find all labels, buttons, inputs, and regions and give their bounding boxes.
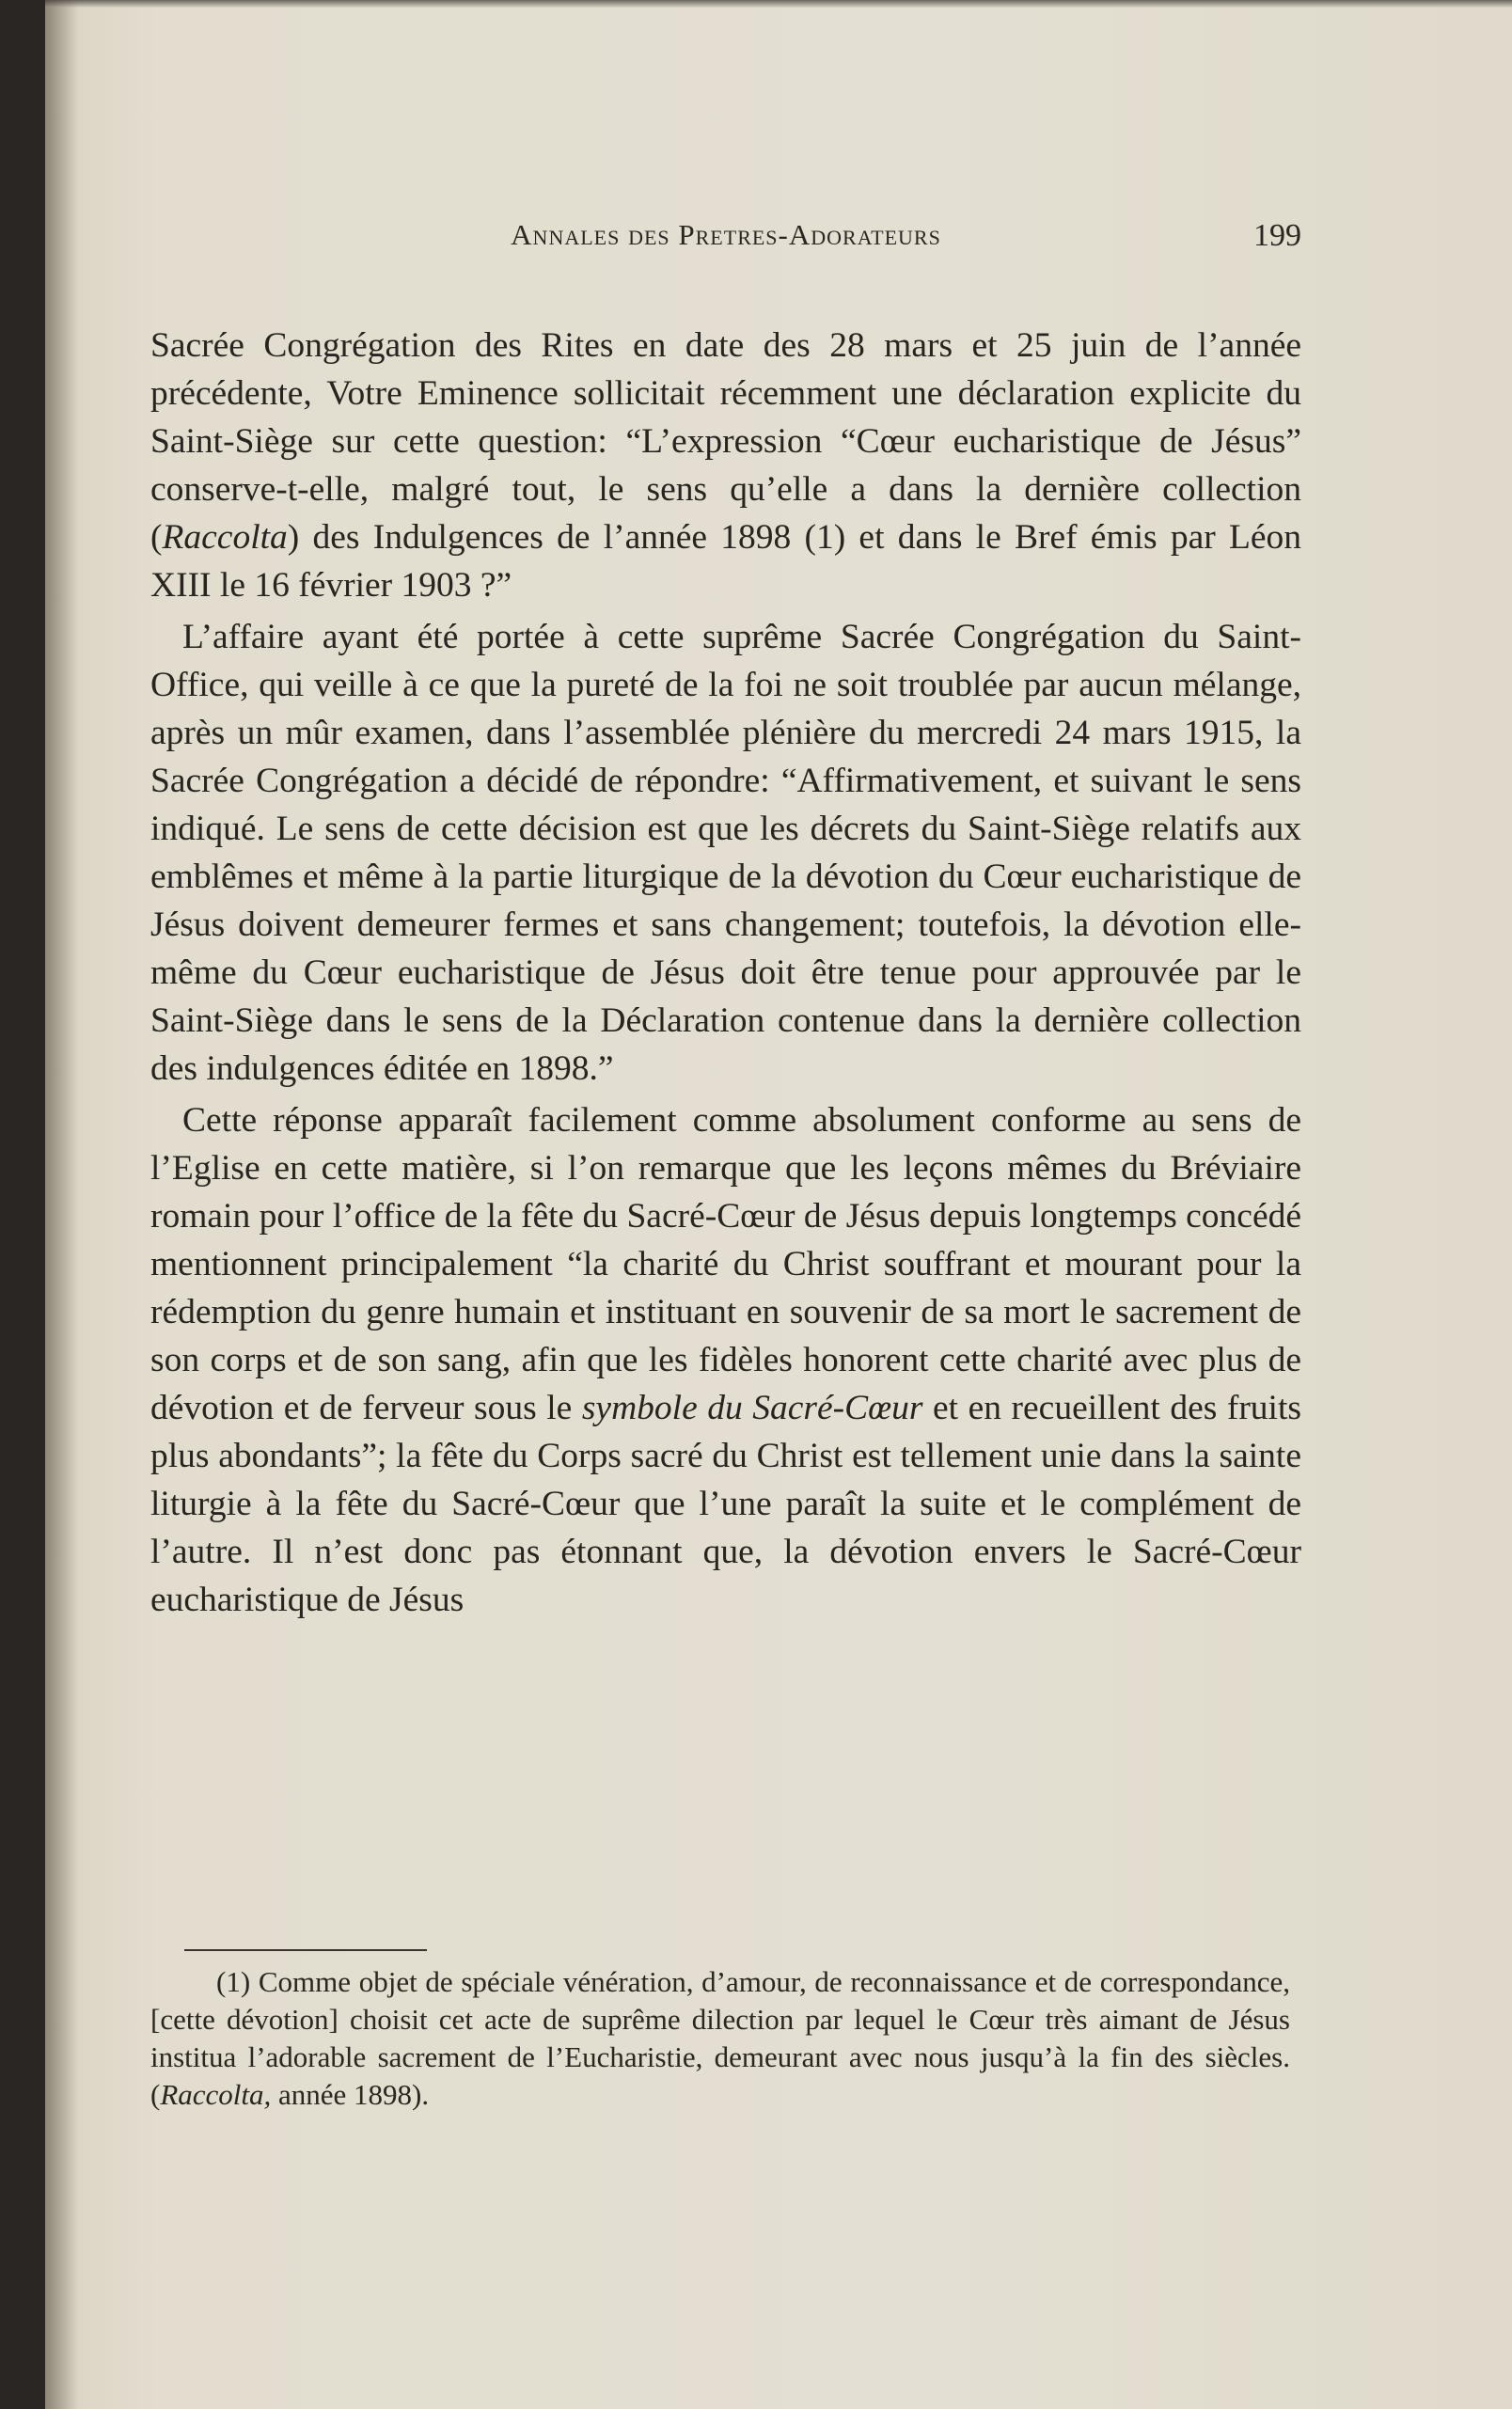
paragraph-3 xyxy=(150,1096,1301,1624)
paragraph-1-text-a: Sacrée Congrégation des Rites en date des 28 mars et 25 juin de l’année précédente, Votre Eminence sollicitait récemment une déclaration explicite du Saint-Siège sur cette question: “L’expression “Cœur eucharistique de Jésus” conserve-t-elle, malgré tout, le sens qu’elle a dans la dernière collection ( xyxy=(150,326,1301,557)
paragraph-1 xyxy=(150,322,1301,609)
footnote-text-b: année 1898). xyxy=(271,2078,430,2111)
paragraph-3-text-a: Cette réponse apparaît facilement comme absolument conforme au sens de l’Eglise en cette matière, si l’on remarque que les leçons mêmes du Bréviaire romain pour l’office de la fête du Sacré-Cœur de Jésus depuis longtemps concédé mentionnent principalement “la charité du Christ souffrant et mourant pour la rédemption du genre humain et instituant en souvenir de sa mort le sacrement de son corps et de son sang, afin que les fidèles honorent cette charité avec plus de dévotion et de ferveur sous le xyxy=(150,1101,1301,1427)
page-number: 199 xyxy=(1253,218,1301,253)
gutter-shadow xyxy=(45,0,79,2409)
paragraph-1-italic: Raccolta xyxy=(162,518,288,557)
footnote-rule xyxy=(184,1949,427,1951)
book-page xyxy=(45,0,1512,2409)
footnote-text-a: (1) Comme objet de spéciale vénération, d’amour, de reconnaissance et de correspondance, [cette dévotion] choisit cet acte de suprême dilection par lequel le Cœur très aimant de Jésus institua l’adorable sacrement de l’Eucharistie, demeurant avec nous jusqu’à la fin des siècles. ( xyxy=(150,1965,1290,2111)
running-head xyxy=(150,218,1301,265)
paragraph-3-text-b: et en recueillent des fruits plus abondants”; la fête du Corps sacré du Christ est tellement unie dans la sainte liturgie à la fête du Sacré-Cœur que l’une paraît la suite et le complément de l’autre. Il n’est donc pas étonnant que, la dévotion envers le Sacré-Cœur eucharistique de Jésus xyxy=(150,1389,1301,1619)
footnote xyxy=(150,1963,1290,2114)
footnote-italic: Raccolta, xyxy=(160,2078,272,2111)
body-text xyxy=(150,322,1301,1628)
paragraph-1-text-b: ) des Indulgences de l’année 1898 (1) et dans le Bref émis par Léon XIII le 16 février 1903 ?” xyxy=(150,518,1301,605)
running-title: Annales des Pretres-Adorateurs xyxy=(511,218,941,251)
paragraph-2: L’affaire ayant été portée à cette suprême Sacrée Congrégation du Saint-Office, qui veille à ce que la pureté de la foi ne soit troublée par aucun mélange, après un mûr examen, dans l’assemblée plénière du mercredi 24 mars 1915, la Sacrée Congrégation a décidé de répondre: “Affirmativement, et suivant le sens indiqué. Le sens de cette décision est que les décrets du Saint-Siège relatifs aux emblêmes et même à la partie liturgique de la dévotion du Cœur eucharistique de Jésus doivent demeurer fermes et sans changement; toutefois, la dévotion elle-même du Cœur eucharistique de Jésus doit être tenue pour approuvée par le Saint-Siège dans le sens de la Déclaration contenue dans la dernière collection des indulgences éditée en 1898.” xyxy=(150,618,1301,1088)
paragraph-3-italic: symbole du Sacré-Cœur xyxy=(581,1389,923,1427)
